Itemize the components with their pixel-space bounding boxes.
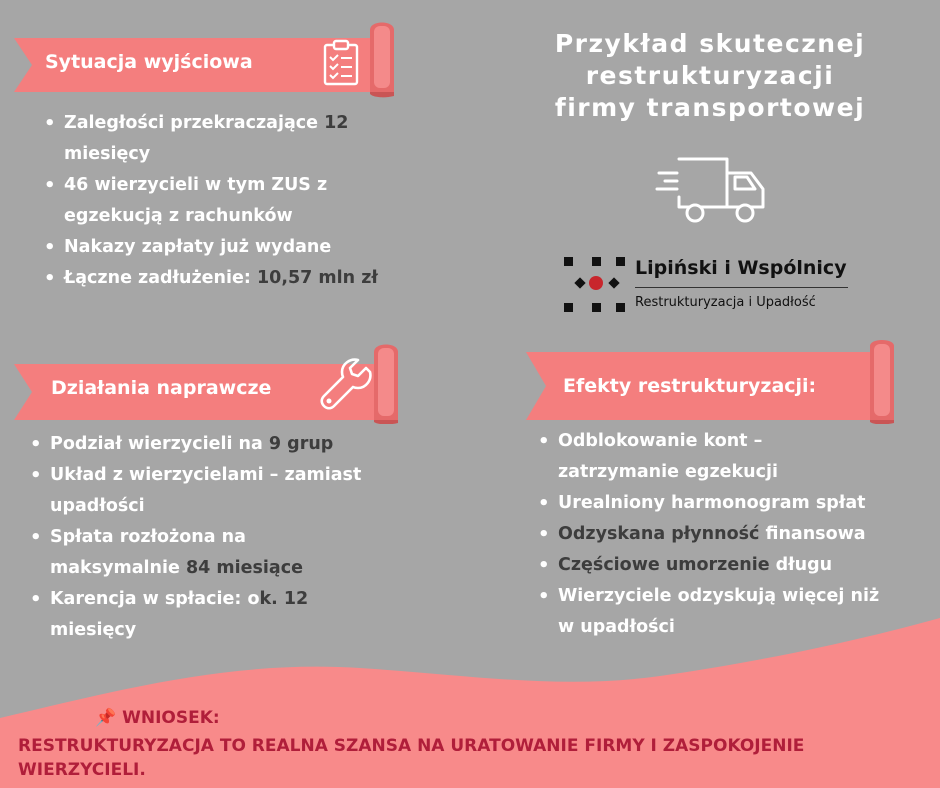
list-item: • Wierzyciele odzyskują więcej niż w upadłości: [536, 581, 926, 643]
effects-list: [536, 426, 926, 643]
logo-subtitle: Restrukturyzacja i Upadłość: [635, 295, 816, 310]
actions-heading: Działania naprawcze: [51, 377, 272, 399]
list-item: • Urealniony harmonogram spłat: [536, 488, 926, 519]
situation-ribbon: [14, 16, 404, 98]
list-item: • Odblokowanie kont – zatrzymanie egzekucji: [536, 426, 926, 488]
page-title: Przykład skutecznej restrukturyzacji firmy transportowej: [554, 29, 866, 122]
situation-list: [42, 108, 412, 294]
list-item: • Częściowe umorzenie długu: [536, 550, 926, 581]
actions-ribbon: [14, 340, 404, 424]
situation-heading: Sytuacja wyjściowa: [45, 51, 253, 73]
wrench-icon: [320, 358, 372, 410]
list-item: • Podział wierzycieli na 9 grup: [28, 429, 418, 460]
actions-list: [28, 429, 418, 646]
list-item: • Odzyskana płynność finansowa: [536, 519, 926, 550]
list-item: • Nakazy zapłaty już wydane: [42, 232, 412, 263]
logo-name: Lipiński i Wspólnicy: [635, 257, 847, 279]
list-item: • Spłata rozłożona na maksymalnie 84 miesiące: [28, 522, 418, 584]
pushpin-icon: 📌: [95, 708, 117, 728]
list-item: • Karencja w spłacie: ok. 12 miesięcy: [28, 584, 418, 646]
company-logo: [560, 253, 860, 323]
list-item: • Łączne zadłużenie: 10,57 mln zł: [42, 263, 412, 294]
list-item: • Układ z wierzycielami – zamiast upadłości: [28, 460, 418, 522]
logo-divider: [635, 287, 848, 288]
list-item: • Zaległości przekraczające 12 miesięcy: [42, 108, 412, 170]
dots-logo-icon: [564, 257, 626, 315]
effects-heading: Efekty restrukturyzacji:: [563, 375, 817, 397]
clipboard-checklist-icon: [321, 39, 361, 87]
list-item: • 46 wierzycieli w tym ZUS z egzekucją z rachunków: [42, 170, 412, 232]
effects-ribbon: [526, 340, 926, 424]
conclusion-heading: 📌 WNIOSEK:: [95, 708, 220, 728]
conclusion-text: RESTRUKTURYZACJA TO REALNA SZANSA NA URATOWANIE FIRMY I ZASPOKOJENIE WIERZYCIELI.: [18, 736, 805, 780]
delivery-truck-icon: [655, 155, 770, 227]
